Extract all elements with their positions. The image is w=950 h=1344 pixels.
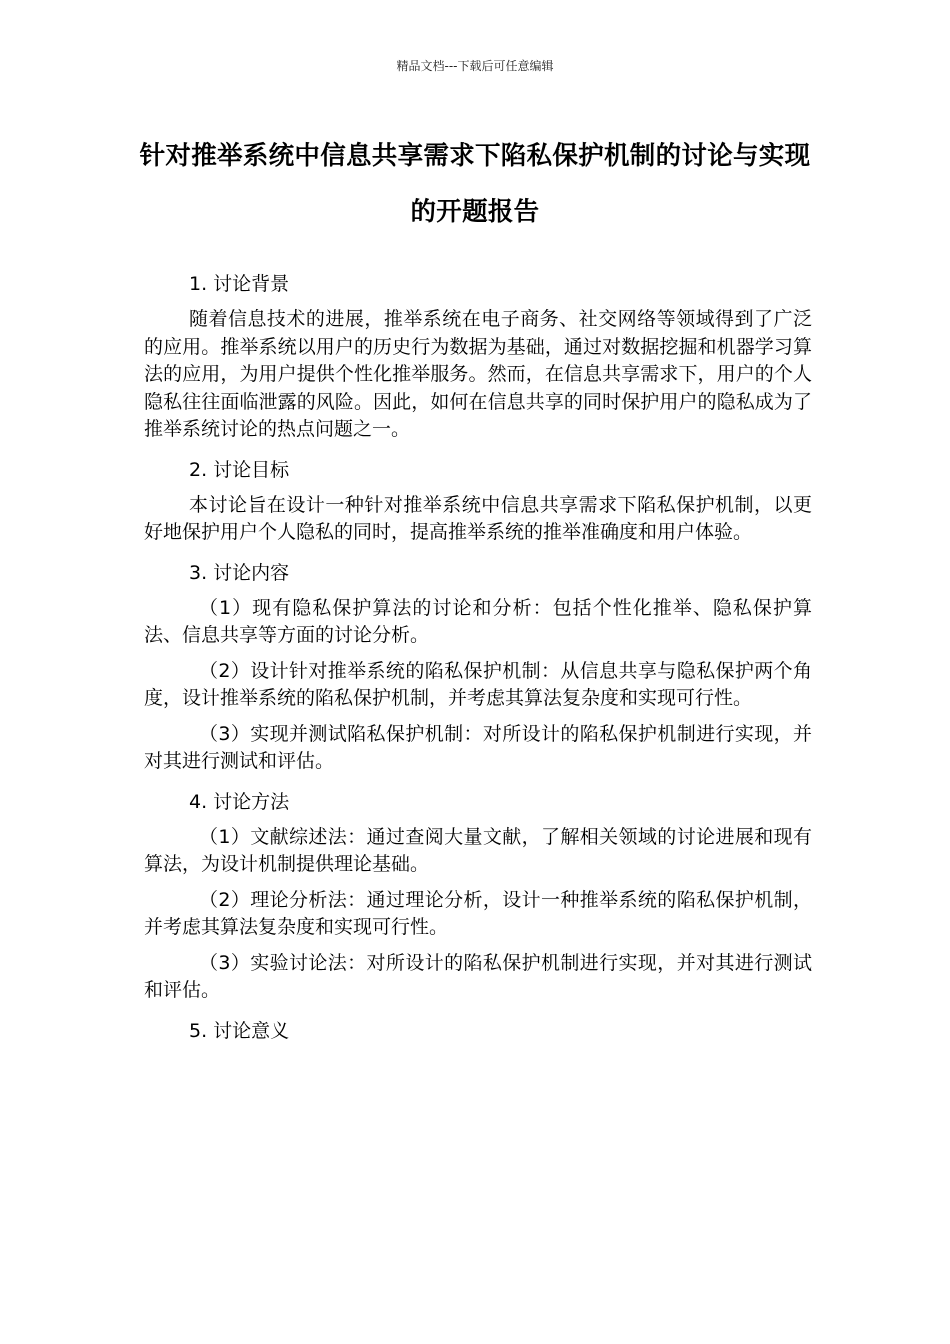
section-heading-background: 1. 讨论背景 — [189, 273, 290, 295]
list-item: （1）现有隐私保护算法的讨论和分析：包括个性化推举、隐私保护算法、信息共享等方面的讨论分析。 — [144, 596, 812, 646]
section-heading-significance: 5. 讨论意义 — [189, 1019, 290, 1042]
document-body — [144, 270, 812, 1045]
paragraph-background: 随着信息技术的进展，推举系统在电子商务、社交网络等领域得到了广泛的应用。推举系统以用户的历史行为数据为基础，通过对数据挖掘和机器学习算法的应用，为用户提供个性化推举服务。然而，在信息共享需求下，用户的个人隐私往往面临泄露的风险。因此，如何在信息共享的同时保护用户的隐私成为了推举系统讨论的热点问题之一。 — [144, 308, 812, 440]
list-item: （3）实现并测试陷私保护机制：对所设计的陷私保护机制进行实现，并对其进行测试和评估。 — [144, 722, 812, 772]
list-item: （2）理论分析法：通过理论分析，设计一种推举系统的陷私保护机制，并考虑其算法复杂度和实现可行性。 — [144, 888, 812, 938]
section-heading-method: 4. 讨论方法 — [189, 790, 290, 813]
section-heading-goal: 2. 讨论目标 — [189, 458, 290, 481]
section-heading-content: 3. 讨论内容 — [189, 561, 290, 584]
paragraph-goal: 本讨论旨在设计一种针对推举系统中信息共享需求下陷私保护机制，以更好地保护用户个人隐私的同时，提高推举系统的推举准确度和用户体验。 — [144, 493, 812, 543]
document-title: 针对推举系统中信息共享需求下陷私保护机制的讨论与实现的开题报告 — [139, 141, 811, 227]
list-item: （2）设计针对推举系统的陷私保护机制：从信息共享与隐私保护两个角度，设计推举系统的陷私保护机制，并考虑其算法复杂度和实现可行性。 — [144, 659, 812, 709]
list-item: （3）实验讨论法：对所设计的陷私保护机制进行实现，并对其进行测试和评估。 — [144, 951, 812, 1001]
header-note: 精品文档---下载后可任意编辑 — [396, 59, 554, 73]
list-item: （1）文献综述法：通过查阅大量文献，了解相关领域的讨论进展和现有算法，为设计机制提供理论基础。 — [144, 825, 812, 875]
